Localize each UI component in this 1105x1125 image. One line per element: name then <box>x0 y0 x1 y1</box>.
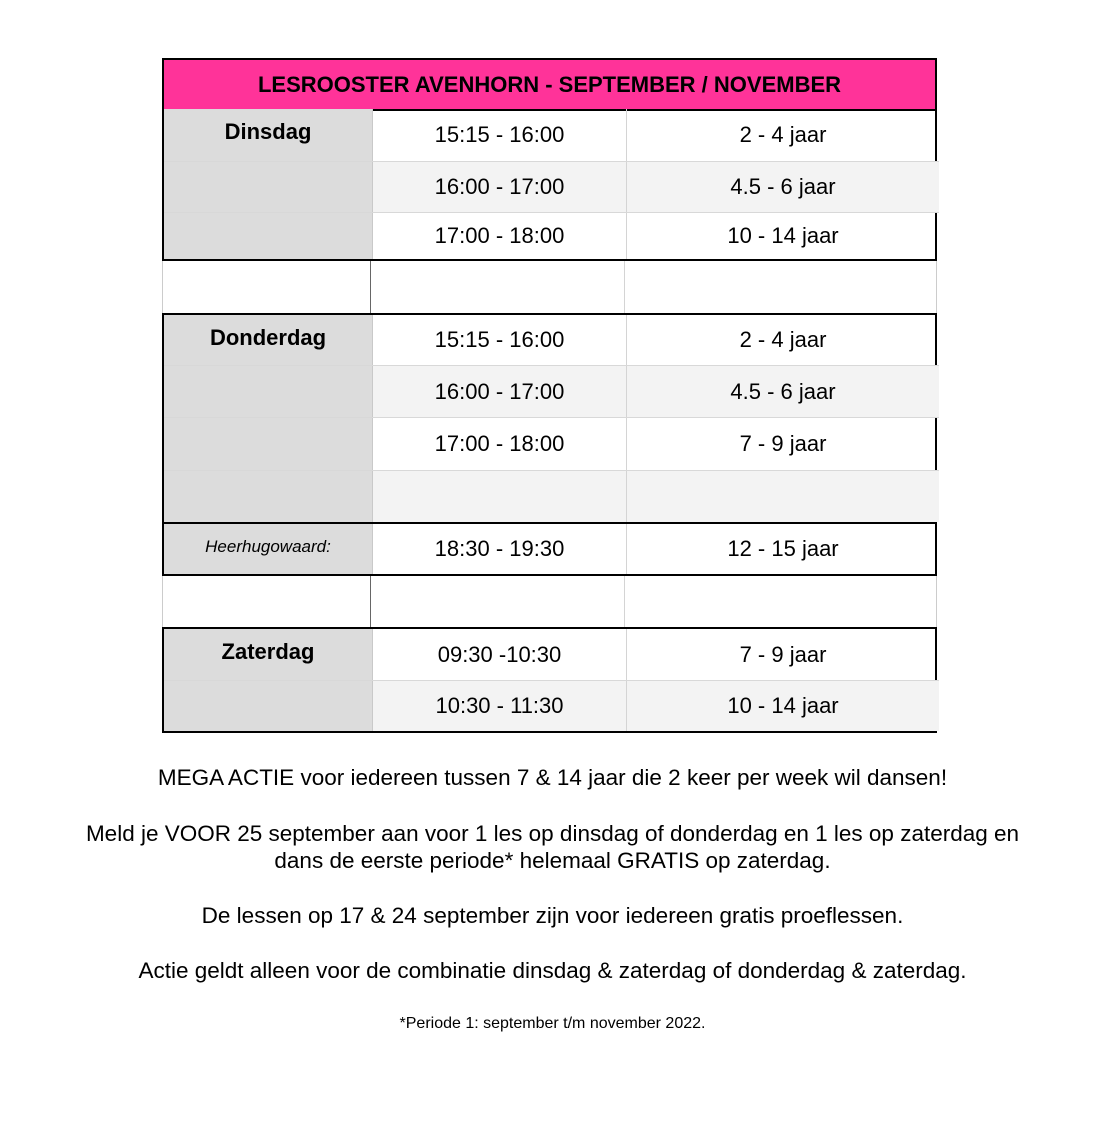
day-cell-empty <box>164 418 373 470</box>
table-row <box>164 109 939 161</box>
promo-details <box>0 820 1105 874</box>
age-cell: 2 - 4 jaar <box>739 327 827 352</box>
time-cell: 16:00 - 17:00 <box>373 366 627 417</box>
empty-cell <box>373 471 627 522</box>
time-cell: 16:00 - 17:00 <box>373 162 627 212</box>
table-row <box>164 161 939 212</box>
day-label: Dinsdag <box>164 109 373 161</box>
period-footnote: *Periode 1: september t/m november 2022. <box>399 1015 706 1032</box>
spacer-cell <box>625 576 936 628</box>
time-cell: 15:15 - 16:00 <box>373 109 627 161</box>
age-cell: 12 - 15 jaar <box>727 536 839 561</box>
spacer-cell <box>163 576 371 628</box>
table-row <box>164 470 939 522</box>
day-cell-empty <box>164 366 373 417</box>
combination-note: Actie geldt alleen voor de combinatie dinsdag & zaterdag of donderdag & zaterdag. <box>138 958 967 983</box>
time-cell: 17:00 - 18:00 <box>373 418 627 470</box>
time-cell: 15:15 - 16:00 <box>373 315 627 365</box>
day-label: Zaterdag <box>164 629 373 680</box>
age-cell: 4.5 - 6 jaar <box>627 366 939 417</box>
table-row <box>164 417 939 470</box>
table-row <box>164 315 939 365</box>
promo-headline: MEGA ACTIE voor iedereen tussen 7 & 14 jaar die 2 keer per week wil dansen! <box>157 765 948 790</box>
age-cell: 10 - 14 jaar <box>727 223 839 248</box>
group-dinsdag <box>162 109 937 261</box>
table-row <box>164 629 939 680</box>
age-cell: 7 - 9 jaar <box>739 641 827 667</box>
day-cell-empty <box>164 162 373 212</box>
spacer-cell <box>371 576 624 628</box>
day-label: Donderdag <box>164 315 373 365</box>
age-cell: 2 - 4 jaar <box>739 122 827 147</box>
table-row <box>164 524 939 574</box>
table-row <box>164 680 939 731</box>
promo-line: dans de eerste periode* helemaal GRATIS op zaterdag. <box>274 848 831 873</box>
day-cell-empty <box>164 213 373 259</box>
age-cell: 10 - 14 jaar <box>627 681 939 731</box>
spacer-cell <box>625 261 936 314</box>
trial-lessons-note: De lessen op 17 & 24 september zijn voor iedereen gratis proeflessen. <box>201 903 904 928</box>
day-cell-empty <box>164 681 373 731</box>
table-row <box>164 212 939 259</box>
age-cell: 7 - 9 jaar <box>739 431 827 456</box>
table-row <box>164 365 939 417</box>
schedule-title: LESROOSTER AVENHORN - SEPTEMBER / NOVEMBER <box>162 58 937 111</box>
age-cell: 4.5 - 6 jaar <box>627 162 939 212</box>
group-donderdag <box>162 313 937 524</box>
promo-line: Meld je VOOR 25 september aan voor 1 les op dinsdag of donderdag en 1 les op zaterdag en <box>85 821 1020 846</box>
group-zaterdag <box>162 627 937 733</box>
group-heerhugowaard <box>162 522 937 576</box>
day-cell-empty <box>164 471 373 522</box>
time-cell: 18:30 - 19:30 <box>373 524 627 574</box>
spacer-row <box>162 261 937 314</box>
time-cell: 17:00 - 18:00 <box>373 213 627 259</box>
location-label: Heerhugowaard: <box>164 524 373 574</box>
spacer-row <box>162 576 937 628</box>
spacer-cell <box>371 261 624 314</box>
spacer-cell <box>163 261 371 314</box>
empty-cell <box>627 471 939 522</box>
time-cell: 10:30 - 11:30 <box>373 681 627 731</box>
time-cell: 09:30 -10:30 <box>373 629 627 680</box>
